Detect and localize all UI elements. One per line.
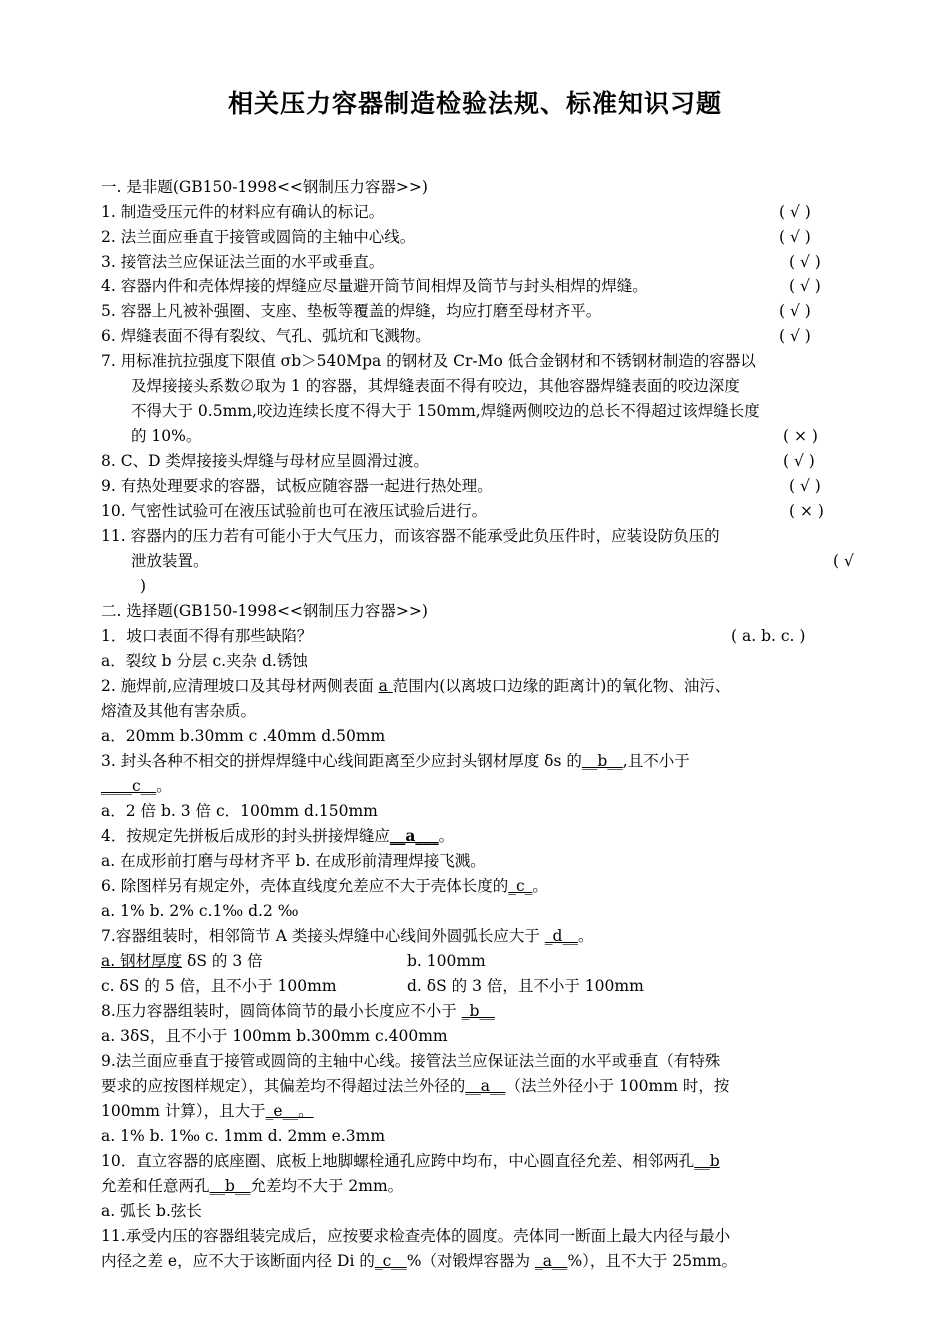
question-2-11-line1: 11.承受内压的容器组装完成后，应按要求检查壳体的圆度。壳体同一断面上最大内径与最小 — [101, 1227, 731, 1245]
question-2-6: 6. 除图样另有规定外，壳体直线度允差应不大于壳体长度的_c_。 — [101, 877, 548, 895]
question-1-6: 6. 焊缝表面不得有裂纹、气孔、弧坑和飞溅物。 — [101, 327, 431, 345]
question-2-10-line2: 允差和任意两孔__b__允差均不大于 2mm。 — [101, 1177, 404, 1195]
question-1-3: 3. 接管法兰应保证法兰面的水平或垂直。 — [101, 253, 385, 271]
question-2-3-line2: ____c__。 — [101, 777, 172, 795]
question-2-2-line2: 熔渣及其他有害杂质。 — [101, 702, 257, 720]
options-2-10: a. 弧长 b.弦长 — [101, 1202, 202, 1220]
options-2-8: a. 3δS，且不小于 100mm b.300mm c.400mm — [101, 1027, 448, 1045]
question-1-7-line2: 及焊接接头系数∅取为 1 的容器，其焊缝表面不得有咬边，其他容器焊缝表面的咬边深度 — [131, 377, 740, 395]
question-1-7-line1: 7. 用标准抗拉强度下限值 σb＞540Mpa 的钢材及 Cr-Mo 低合金钢材和不锈钢材制造的容器以 — [101, 352, 756, 370]
question-2-1: 1．坡口表面不得有那些缺陷？ — [101, 627, 313, 645]
question-1-10: 10. 气密性试验可在液压试验前也可在液压试验后进行。 — [101, 502, 488, 520]
question-1-4: 4. 容器内件和壳体焊接的焊缝应尽量避开筒节间相焊及筒节与封头相焊的焊缝。 — [101, 277, 648, 295]
answer-1-3: ( √ ) — [789, 253, 821, 271]
blank-2-7: _d__ — [544, 927, 578, 945]
section-2-heading: 二. 选择题(GB150-1998<<钢制压力容器>>) — [101, 602, 428, 620]
question-2-4: 4．按规定先拼板后成形的封头拼接焊缝应__a___。 — [101, 826, 455, 845]
answer-1-11-open: ( √ — [833, 552, 854, 570]
options-2-7-d: d. δS 的 3 倍，且不小于 100mm — [407, 977, 644, 995]
blank-2-10b: __b__ — [209, 1177, 251, 1195]
blank-2-6: _c_ — [508, 877, 533, 895]
question-1-11-line2: 泄放装置。 — [131, 552, 209, 570]
question-2-8: 8.压力容器组装时，圆筒体筒节的最小长度应不小于 _b__ — [101, 1002, 495, 1020]
answer-1-9: ( √ ) — [789, 477, 821, 495]
question-2-11-line2: 内径之差 e，应不大于该断面内径 Di 的_c__%（对锻焊容器为 _a__%），且不大于 25mm。 — [101, 1252, 737, 1270]
blank-2-3a: __b__ — [581, 752, 623, 770]
question-1-11-line1: 11. 容器内的压力若有可能小于大气压力，而该容器不能承受此负压件时，应装设防负压的 — [101, 527, 720, 545]
question-2-9-line1: 9.法兰面应垂直于接管或圆筒的主轴中心线。接管法兰应保证法兰面的水平或垂直（有特殊 — [101, 1052, 721, 1070]
answer-1-8: ( √ ) — [783, 452, 815, 470]
blank-2-8: _b__ — [461, 1002, 495, 1020]
options-2-7-c: c. δS 的 5 倍，且不小于 100mm — [101, 977, 337, 995]
question-1-1: 1. 制造受压元件的材料应有确认的标记。 — [101, 203, 385, 221]
options-2-1: a．裂纹 b 分层 c.夹杂 d.锈蚀 — [101, 652, 308, 670]
blank-2-2: a — [378, 677, 393, 695]
question-1-2: 2. 法兰面应垂直于接管或圆筒的主轴中心线。 — [101, 228, 416, 246]
section-1-heading: 一. 是非题(GB150-1998<<钢制压力容器>>) — [101, 178, 428, 196]
blank-2-11a: _c__ — [374, 1252, 407, 1270]
blank-2-9b: _e__。 — [265, 1102, 314, 1120]
answer-1-1: ( √ ) — [779, 203, 811, 221]
question-2-3-line1: 3. 封头各种不相交的拼焊焊缝中心线间距离至少应封头钢材厚度 δs 的__b__,且不小于 — [101, 752, 690, 770]
answer-1-5: ( √ ) — [779, 302, 811, 320]
question-2-7: 7.容器组装时，相邻筒节 A 类接头焊缝中心线间外圆弧长应大于 _d__。 — [101, 927, 594, 945]
options-2-9: a. 1% b. 1‰ c. 1mm d. 2mm e.3mm — [101, 1127, 386, 1145]
answer-1-2: ( √ ) — [779, 228, 811, 246]
question-2-10-line1: 10．直立容器的底座圈、底板上地脚螺栓通孔应跨中均布，中心圆直径允差、相邻两孔__b — [101, 1152, 720, 1170]
page-title: 相关压力容器制造检验法规、标准知识习题 — [227, 89, 722, 118]
options-2-7-b: b. 100mm — [407, 952, 486, 970]
answer-1-4: ( √ ) — [789, 277, 821, 295]
options-2-7-row1: a. 钢材厚度 δS 的 3 倍 — [101, 952, 263, 970]
options-2-3: a．2 倍 b. 3 倍 c．100mm d.150mm — [101, 802, 378, 820]
options-2-2: a．20mm b.30mm c .40mm d.50mm — [101, 727, 386, 745]
blank-2-11b: _a__ — [534, 1252, 568, 1270]
question-1-7-line3: 不得大于 0.5mm,咬边连续长度不得大于 150mm,焊缝两侧咬边的总长不得超过该焊缝长度 — [131, 402, 760, 420]
answer-1-6: ( √ ) — [779, 327, 811, 345]
question-2-2-line1: 2. 施焊前,应清理坡口及其母材两侧表面 a 范围内(以离坡口边缘的距离计)的氧化物、油污、 — [101, 677, 731, 695]
blank-2-9a: __a__ — [465, 1077, 506, 1095]
question-1-8: 8. C、D 类焊接接头焊缝与母材应呈圆滑过渡。 — [101, 452, 429, 470]
question-2-9-line2: 要求的应按图样规定），其偏差均不得超过法兰外径的__a__（法兰外径小于 100mm 时，按 — [101, 1077, 730, 1095]
question-2-9-line3: 100mm 计算），且大于_e__。 — [101, 1102, 314, 1120]
options-2-4: a. 在成形前打磨与母材齐平 b. 在成形前清理焊接飞溅。 — [101, 852, 486, 870]
question-1-5: 5. 容器上凡被补强圈、支座、垫板等覆盖的焊缝，均应打磨至母材齐平。 — [101, 302, 602, 320]
answer-1-11-close: ) — [140, 577, 147, 595]
answer-1-7: ( × ) — [783, 427, 818, 445]
blank-2-10a: __b — [694, 1152, 720, 1170]
answer-2-1: ( a. b. c. ) — [731, 627, 806, 645]
blank-2-4: __a___ — [389, 826, 439, 845]
question-1-7-line4: 的 10%。 — [131, 427, 202, 445]
question-1-9: 9. 有热处理要求的容器，试板应随容器一起进行热处理。 — [101, 477, 493, 495]
blank-2-3b: ____c__ — [101, 777, 157, 795]
options-2-6: a. 1% b. 2% c.1‰ d.2 ‰ — [101, 902, 299, 920]
answer-1-10: ( × ) — [789, 502, 824, 520]
